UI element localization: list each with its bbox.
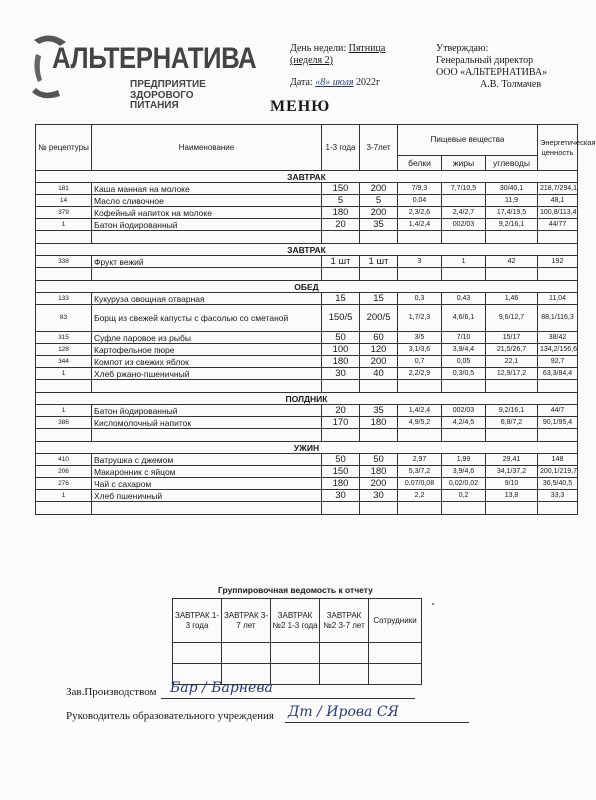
cell-name: Кисломолочный напиток [92,417,322,429]
cell-carb: 13,8 [486,490,538,502]
cell-age1: 150/5 [322,305,360,332]
cell-carb: 30/40,1 [486,183,538,195]
cell-age2: 60 [360,332,398,344]
cell-prot: 0,3 [398,293,442,305]
cell-fat: 4,6/6,1 [442,305,486,332]
group-cell [271,643,320,664]
cell-energy: 36,5/40,5 [538,478,578,490]
section-row [36,171,578,183]
cell-num: 276 [36,478,92,490]
group-table [172,598,422,685]
cell-fat: 1,99 [442,454,486,466]
cell-num: 338 [36,256,92,268]
cell-age1: 180 [322,207,360,219]
cell-name: Хлеб ржано-пшеничный [92,368,322,380]
section-row [36,393,578,405]
col-proteins: белки [398,156,442,171]
table-row [36,305,578,332]
cell-prot: 7/9,3 [398,183,442,195]
cell-prot: 4,9/5,2 [398,417,442,429]
cell-age2: 200 [360,356,398,368]
cell-fat: 0,3/0,5 [442,368,486,380]
cell-num: 1 [36,368,92,380]
blank-row [36,429,578,442]
group-col-header: Сотрудники [369,599,422,643]
cell-age2: 30 [360,490,398,502]
group-col-header: ЗАВТРАК 1-3 года [173,599,222,643]
cell-fat: 0,02/0,02 [442,478,486,490]
blank-row [36,268,578,281]
day-block: День недели: Пятница (неделя 2) Дата: «8» июля 2022г [290,43,386,88]
head-signature: Дт / Ирова СЯ [288,704,399,720]
cell-fat: 3,9/4,6 [442,466,486,478]
cell-carb: 34,1/37,2 [486,466,538,478]
table-row [36,344,578,356]
cell-carb: 21,5/26,7 [486,344,538,356]
group-cell [369,664,422,685]
cell-age1: 30 [322,368,360,380]
menu-table [35,124,596,515]
cell-name: Суфле паровое из рыбы [92,332,322,344]
section-title: ОБЕД [36,281,578,293]
group-col-header: ЗАВТРАК №2 3-7 лет [320,599,369,643]
cell-age2: 40 [360,368,398,380]
company-logo [30,32,257,112]
cell-energy: 192 [538,256,578,268]
blank-row [36,380,578,393]
cell-prot: 3,1/3,6 [398,344,442,356]
cell-age2: 35 [360,405,398,417]
cell-name: Каша манная на молоке [92,183,322,195]
cell-num: 1 [36,219,92,231]
cell-name: Батон йодированный [92,219,322,231]
table-row [36,256,578,268]
cell-fat: 0,43 [442,293,486,305]
cell-name: Батон йодированный [92,405,322,417]
cell-age1: 20 [322,219,360,231]
cell-energy: 100,8/113,4 [538,207,578,219]
cell-fat: 002/03 [442,219,486,231]
table-row [36,356,578,368]
col-name: Наименование [92,125,322,171]
table-row [36,332,578,344]
cell-name: Компот из свежих яблок [92,356,322,368]
cell-prot: 2,2/2,9 [398,368,442,380]
cell-energy: 38/42 [538,332,578,344]
logo-brand: АЛЬТЕРНАТИВА [52,42,257,75]
cell-name: Фрукт вежий [92,256,322,268]
cell-energy: 88,1/116,3 [538,305,578,332]
cell-prot: 2,97 [398,454,442,466]
section-title: ЗАВТРАК [36,244,578,256]
group-cell [320,664,369,685]
head-sign-line [285,722,469,723]
cell-carb: 12,9/17,2 [486,368,538,380]
cell-name: Кофейный напиток на молоке [92,207,322,219]
cell-prot: 1,4/2,4 [398,219,442,231]
cell-age1: 15 [322,293,360,305]
cell-age2: 200 [360,207,398,219]
cell-fat: 3,9/4,4 [442,344,486,356]
cell-energy: 33,3 [538,490,578,502]
cell-fat [442,195,486,207]
cell-num: 206 [36,466,92,478]
cell-carb: 15/17 [486,332,538,344]
cell-num: 410 [36,454,92,466]
cell-energy: 63,3/84,4 [538,368,578,380]
cell-name: Хлеб пшеничный [92,490,322,502]
cell-name: Масло сливочное [92,195,322,207]
prod-signature: Бар / Барнева [170,680,273,696]
cell-fat: 7,7/10,5 [442,183,486,195]
cell-fat: 2,4/2,7 [442,207,486,219]
cell-num: 386 [36,417,92,429]
table-row [36,195,578,207]
cell-age1: 100 [322,344,360,356]
cell-num: 315 [36,332,92,344]
cell-age1: 20 [322,405,360,417]
blank-row [36,502,578,515]
cell-name: Макаронник с яйцом [92,466,322,478]
cell-prot: 0,07/0,08 [398,478,442,490]
cell-num: 379 [36,207,92,219]
cell-fat: 1 [442,256,486,268]
cell-age1: 170 [322,417,360,429]
prod-sign-line [161,698,415,699]
cell-energy: 44/7 [538,405,578,417]
cell-age2: 50 [360,454,398,466]
cell-age2: 200 [360,478,398,490]
cell-energy: 148 [538,454,578,466]
cell-fat: 4,2/4,5 [442,417,486,429]
date-value: «8» июля [315,77,354,88]
day-value: Пятница [348,43,386,54]
section-row [36,244,578,256]
cell-age2: 15 [360,293,398,305]
cell-fat: 002/03 [442,405,486,417]
page-title: МЕНЮ [270,98,331,115]
table-row [36,183,578,195]
cell-prot: 2,3/2,6 [398,207,442,219]
table-row [36,368,578,380]
cell-carb: 17,4/19,5 [486,207,538,219]
cell-age1: 180 [322,356,360,368]
cell-carb: 9,2/16,1 [486,219,538,231]
table-row [36,478,578,490]
section-title: УЖИН [36,442,578,454]
cell-energy: 134,2/156,6 [538,344,578,356]
cell-energy: 90,1/95,4 [538,417,578,429]
cell-age2: 180 [360,417,398,429]
cell-prot: 0,04 [398,195,442,207]
cell-name: Картофельное пюре [92,344,322,356]
cell-age2: 180 [360,466,398,478]
week-value: (неделя 2) [290,55,333,66]
cell-age2: 200/5 [360,305,398,332]
cell-energy: 44/77 [538,219,578,231]
cell-age2: 200 [360,183,398,195]
prod-label: Зав.Производством [66,686,157,698]
table-row [36,466,578,478]
cell-name: Чай с сахаром [92,478,322,490]
cell-carb: 9,6/12,7 [486,305,538,332]
cell-age2: 5 [360,195,398,207]
table-row [36,454,578,466]
cell-num: 344 [36,356,92,368]
cell-num: 181 [36,183,92,195]
cell-num: 128 [36,344,92,356]
cell-age1: 150 [322,183,360,195]
cell-name: Кукуруза овощная отварная [92,293,322,305]
cell-num: 1 [36,405,92,417]
cell-energy: 218,7/294,1 [538,183,578,195]
cell-num: 83 [36,305,92,332]
group-col-header: ЗАВТРАК №2 1-3 года [271,599,320,643]
table-row [36,405,578,417]
cell-prot: 0,7 [398,356,442,368]
cell-energy: 200,1/219,7 [538,466,578,478]
section-title: ЗАВТРАК [36,171,578,183]
cell-prot: 3 [398,256,442,268]
table-row [36,417,578,429]
section-title: ПОЛДНИК [36,393,578,405]
group-cell [173,643,222,664]
cell-fat: 7/10 [442,332,486,344]
cell-age1: 50 [322,454,360,466]
col-fats: жиры [442,156,486,171]
cell-carb: 22,1 [486,356,538,368]
cell-carb: 1,46 [486,293,538,305]
cell-carb: 9,2/16,1 [486,405,538,417]
cell-prot: 2,2 [398,490,442,502]
group-col-header: ЗАВТРАК 3-7 лет [222,599,271,643]
cell-carb: 42 [486,256,538,268]
cell-age2: 35 [360,219,398,231]
cell-age1: 5 [322,195,360,207]
group-cell [271,664,320,685]
cell-age1: 180 [322,478,360,490]
cell-prot: 1,4/2,4 [398,405,442,417]
cell-prot: 3/5 [398,332,442,344]
speck [432,603,434,605]
blank-row [36,231,578,244]
cell-age1: 150 [322,466,360,478]
group-title: Группировочная ведомость к отчету [218,585,373,595]
cell-prot: 5,3/7,2 [398,466,442,478]
cell-num: 1 [36,490,92,502]
section-row [36,281,578,293]
logo-subtitle: ПРЕДПРИЯТИЕ ЗДОРОВОГО ПИТАНИЯ [130,79,206,111]
col-age2: 3-7лет [360,125,398,171]
group-cell [320,643,369,664]
cell-age2: 120 [360,344,398,356]
cell-num: 14 [36,195,92,207]
group-cell [369,643,422,664]
table-row [36,207,578,219]
col-age1: 1-3 года [322,125,360,171]
cell-age1: 50 [322,332,360,344]
approval-block: Утверждаю: Генеральный директор ООО «АЛЬТЕРНАТИВА» А.В. Толмачев [436,43,548,90]
col-num: № рецептуры [36,125,92,171]
cell-age1: 1 шт [322,256,360,268]
group-cell [222,643,271,664]
cell-carb: 29,41 [486,454,538,466]
col-carbs: углеводы [486,156,538,171]
col-energy: Энергетическая ценность [538,125,578,171]
cell-energy: 92,7 [538,356,578,368]
section-row [36,442,578,454]
table-row [36,293,578,305]
col-nutrients: Пищевые вещества [398,125,538,156]
cell-num: 133 [36,293,92,305]
cell-name: Борщ из свежей капусты с фасолью со сметаной [92,305,322,332]
head-label: Руководитель образовательного учреждения [66,710,274,722]
cell-name: Ватрушка с джемом [92,454,322,466]
table-row [36,219,578,231]
cell-carb: 11,9 [486,195,538,207]
cell-carb: 9/10 [486,478,538,490]
table-row [36,490,578,502]
cell-fat: 0,05 [442,356,486,368]
cell-prot: 1,7/2,3 [398,305,442,332]
cell-age2: 1 шт [360,256,398,268]
cell-age1: 30 [322,490,360,502]
cell-energy: 48,1 [538,195,578,207]
cell-energy: 11,04 [538,293,578,305]
cell-carb: 6,8/7,2 [486,417,538,429]
cell-fat: 0,2 [442,490,486,502]
group-row [173,643,422,664]
